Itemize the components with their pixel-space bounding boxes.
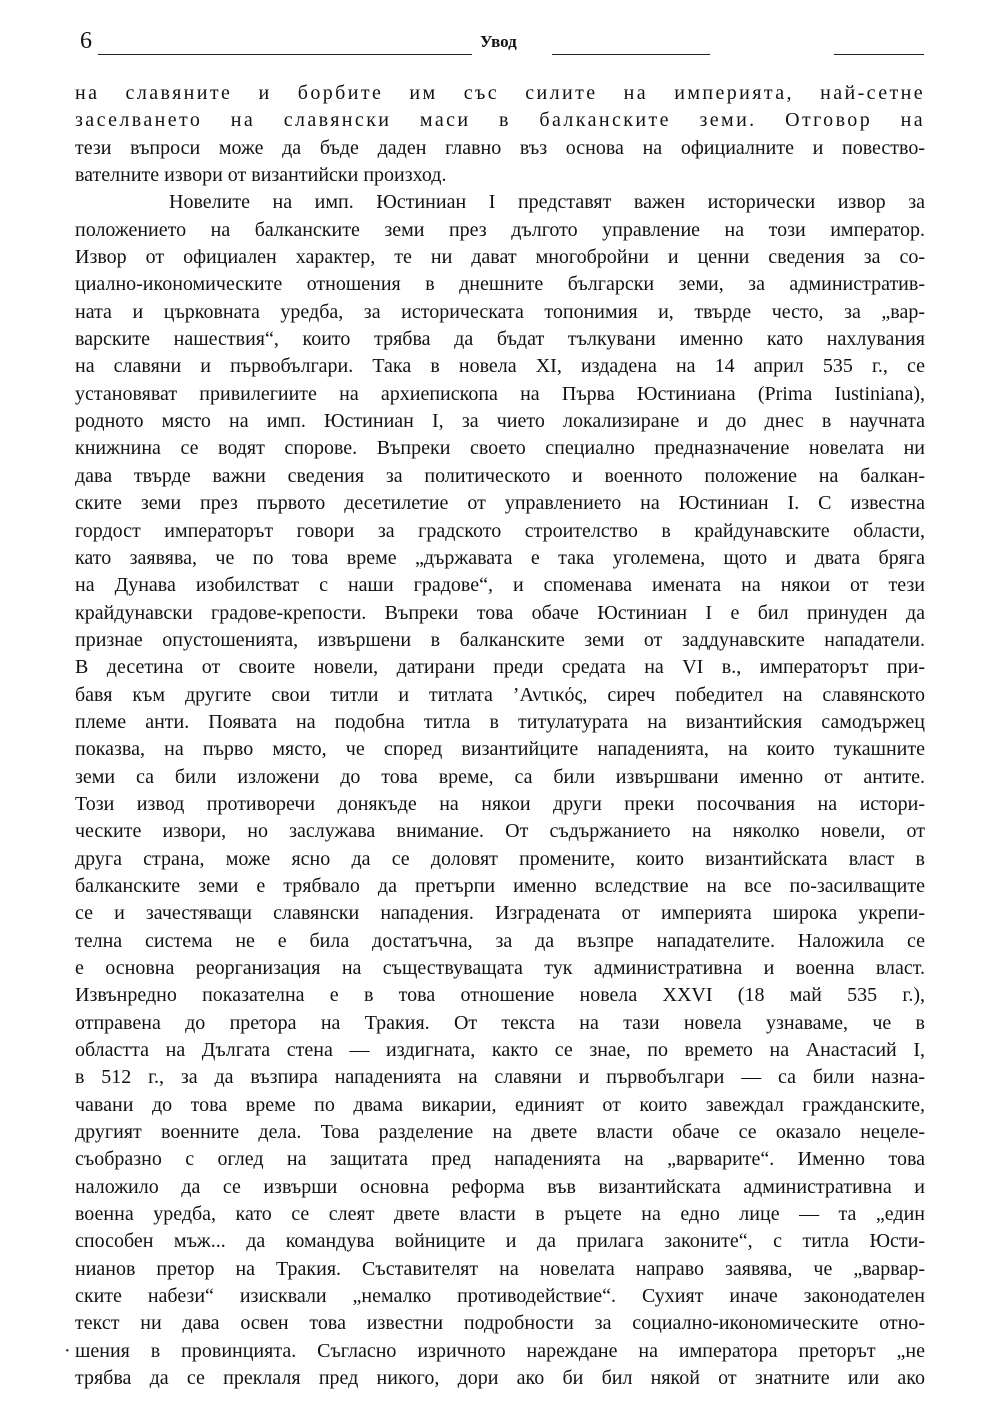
text-line: ческите извори, но заслужава внимание. От съдържанието на няколко новели, от bbox=[75, 820, 925, 843]
text-line: книжнина се водят спорове. Въпреки своето специално предназначение новелата ни bbox=[75, 437, 925, 460]
text-line: бавя към другите свои титли и титлата ’Αντικός, сиреч победител на славянското bbox=[75, 683, 925, 706]
text-line: нианов претор на Тракия. Съставителят на новелата направо заявява, че „варвар- bbox=[75, 1257, 925, 1280]
header-rule-right bbox=[834, 54, 924, 55]
text-line: трябва да се преклаля пред никого, дори ако би бил някой от знатните или ако bbox=[75, 1367, 925, 1390]
text-line: в 512 г., за да възпира нападенията на славяни и първобългари — са били назна- bbox=[75, 1066, 925, 1089]
header-rule-middle bbox=[552, 54, 710, 55]
text-line: положението на балканските земи през дългото управление на този император. bbox=[75, 218, 925, 241]
margin-mark: · bbox=[64, 1340, 71, 1362]
text-line: на Дунава изобилстват с наши градове“, и споменава имената на някои от тези bbox=[75, 574, 925, 597]
header-rule-left bbox=[98, 54, 472, 55]
text-line: ските земи през първото десетилетие от управлението на Юстиниан I. С известна bbox=[75, 492, 925, 515]
text-line: родното място на имп. Юстиниан I, за чието локализиране и до днес в научната bbox=[75, 410, 925, 433]
text-line: другият военните дела. Това разделение на двете власти обаче се оказало нецеле- bbox=[75, 1121, 925, 1144]
text-line: варските нашествия“, които трябва да бъдат тълкувани именно като нахлувания bbox=[75, 328, 925, 351]
page-header bbox=[76, 26, 924, 62]
text-line: гордост императорът говори за градското строителство в крайдунавските области, bbox=[75, 519, 925, 542]
text-line: ната и църковната уредба, за историческата топонимия и, твърде често, за „вар- bbox=[75, 300, 925, 323]
text-line: земи са били изложени до това време, са били извършвани именно от антите. bbox=[75, 765, 925, 788]
text-line: друга страна, може ясно да се доловят промените, които византийската власт в bbox=[75, 847, 925, 870]
text-line: вателните извори от византийски произход. bbox=[75, 164, 447, 187]
text-line: установяват привилегиите на архиепископа на Първа Юстиниана (Prima Iustiniana), bbox=[75, 382, 925, 405]
page-number: 6 bbox=[80, 28, 92, 54]
text-line: текст ни дава освен това известни подробности за социално-икономическите отно- bbox=[75, 1312, 925, 1335]
text-line: балканските земи е трябвало да претърпи именно вследствие на все по-засилващите bbox=[75, 874, 925, 897]
text-line: наложило да се извърши основна реформа във византийската административна и bbox=[75, 1175, 925, 1198]
text-line: заселването на славянски маси в балканските земи. Отговор на bbox=[75, 109, 925, 132]
text-line: дава твърде важни сведения за политическото и военното положение на балкан- bbox=[75, 464, 925, 487]
text-line: ските набези“ изисквали „немалко противодействие“. Сухият иначе законодателен bbox=[75, 1285, 925, 1308]
text-line: съобразно с оглед на защитата пред нападенията на „варварите“. Именно това bbox=[75, 1148, 925, 1171]
text-line: признае опустошенията, извършени в балканските земи от заддунавските нападатели. bbox=[75, 628, 925, 651]
text-line: отправена до претора на Тракия. От текста на тази новела узнаваме, че в bbox=[75, 1011, 925, 1034]
text-line: способен мъж... да командува войниците и да прилага законите“, с титла Юсти- bbox=[75, 1230, 925, 1253]
text-line: тези въпроси може да бъде даден главно въз основа на официалните и повество- bbox=[75, 136, 925, 159]
text-line: показва, на първо място, че според византийците нападенията, на които тукашните bbox=[75, 738, 925, 761]
text-line: като заявява, че по това време „държавата е така уголемена, щото и двата бряга bbox=[75, 546, 925, 569]
text-line: областта на Дългата стена — издигната, както се знае, по времето на Анастасий I, bbox=[75, 1039, 925, 1062]
running-head: Увод bbox=[480, 32, 517, 51]
text-line: на славяните и борбите им със силите на империята, най-сетне bbox=[75, 82, 925, 104]
text-line: Новелите на имп. Юстиниан I представят важен исторически извор за bbox=[169, 191, 925, 214]
page-body-text bbox=[64, 80, 925, 1393]
text-line: шения в провинцията. Съгласно изричното нареждане на императора преторът „не bbox=[75, 1339, 925, 1362]
text-line: е основна реорганизация на съществуващата тук административна и военна власт. bbox=[75, 957, 925, 979]
text-line: циално-икономическите отношения в днешните български земи, за административ- bbox=[75, 273, 925, 296]
text-line: телна система не е била достатъчна, за да възпре нападателите. Наложила се bbox=[75, 929, 925, 952]
text-line: Този извод противоречи донякъде на някои други преки посочвания на истори- bbox=[75, 792, 925, 815]
text-line: Извор от официален характер, те ни дават многобройни и ценни сведения за со- bbox=[75, 246, 925, 269]
text-line: крайдунавски градове-крепости. Въпреки това обаче Юстиниан I е бил принуден да bbox=[75, 601, 925, 624]
text-line: военна уредба, като се слеят двете власти в ръцете на едно лице — та „един bbox=[75, 1203, 925, 1226]
text-line: Извънредно показателна е в това отношение новела XXVI (18 май 535 г.), bbox=[75, 984, 925, 1007]
text-line: се и зачестяващи славянски нападения. Изградената от империята широка укрепи- bbox=[75, 902, 925, 925]
text-line: племе анти. Появата на подобна титла в титулатурата на византийския самодържец bbox=[75, 710, 925, 733]
text-line: В десетина от своите новели, датирани преди средата на VI в., императорът при- bbox=[75, 656, 925, 679]
text-line: чавани до това време по двама викарии, единият от които завеждал гражданските, bbox=[75, 1093, 925, 1116]
text-line: на славяни и първобългари. Така в новела XI, издадена на 14 април 535 г., се bbox=[75, 355, 925, 378]
